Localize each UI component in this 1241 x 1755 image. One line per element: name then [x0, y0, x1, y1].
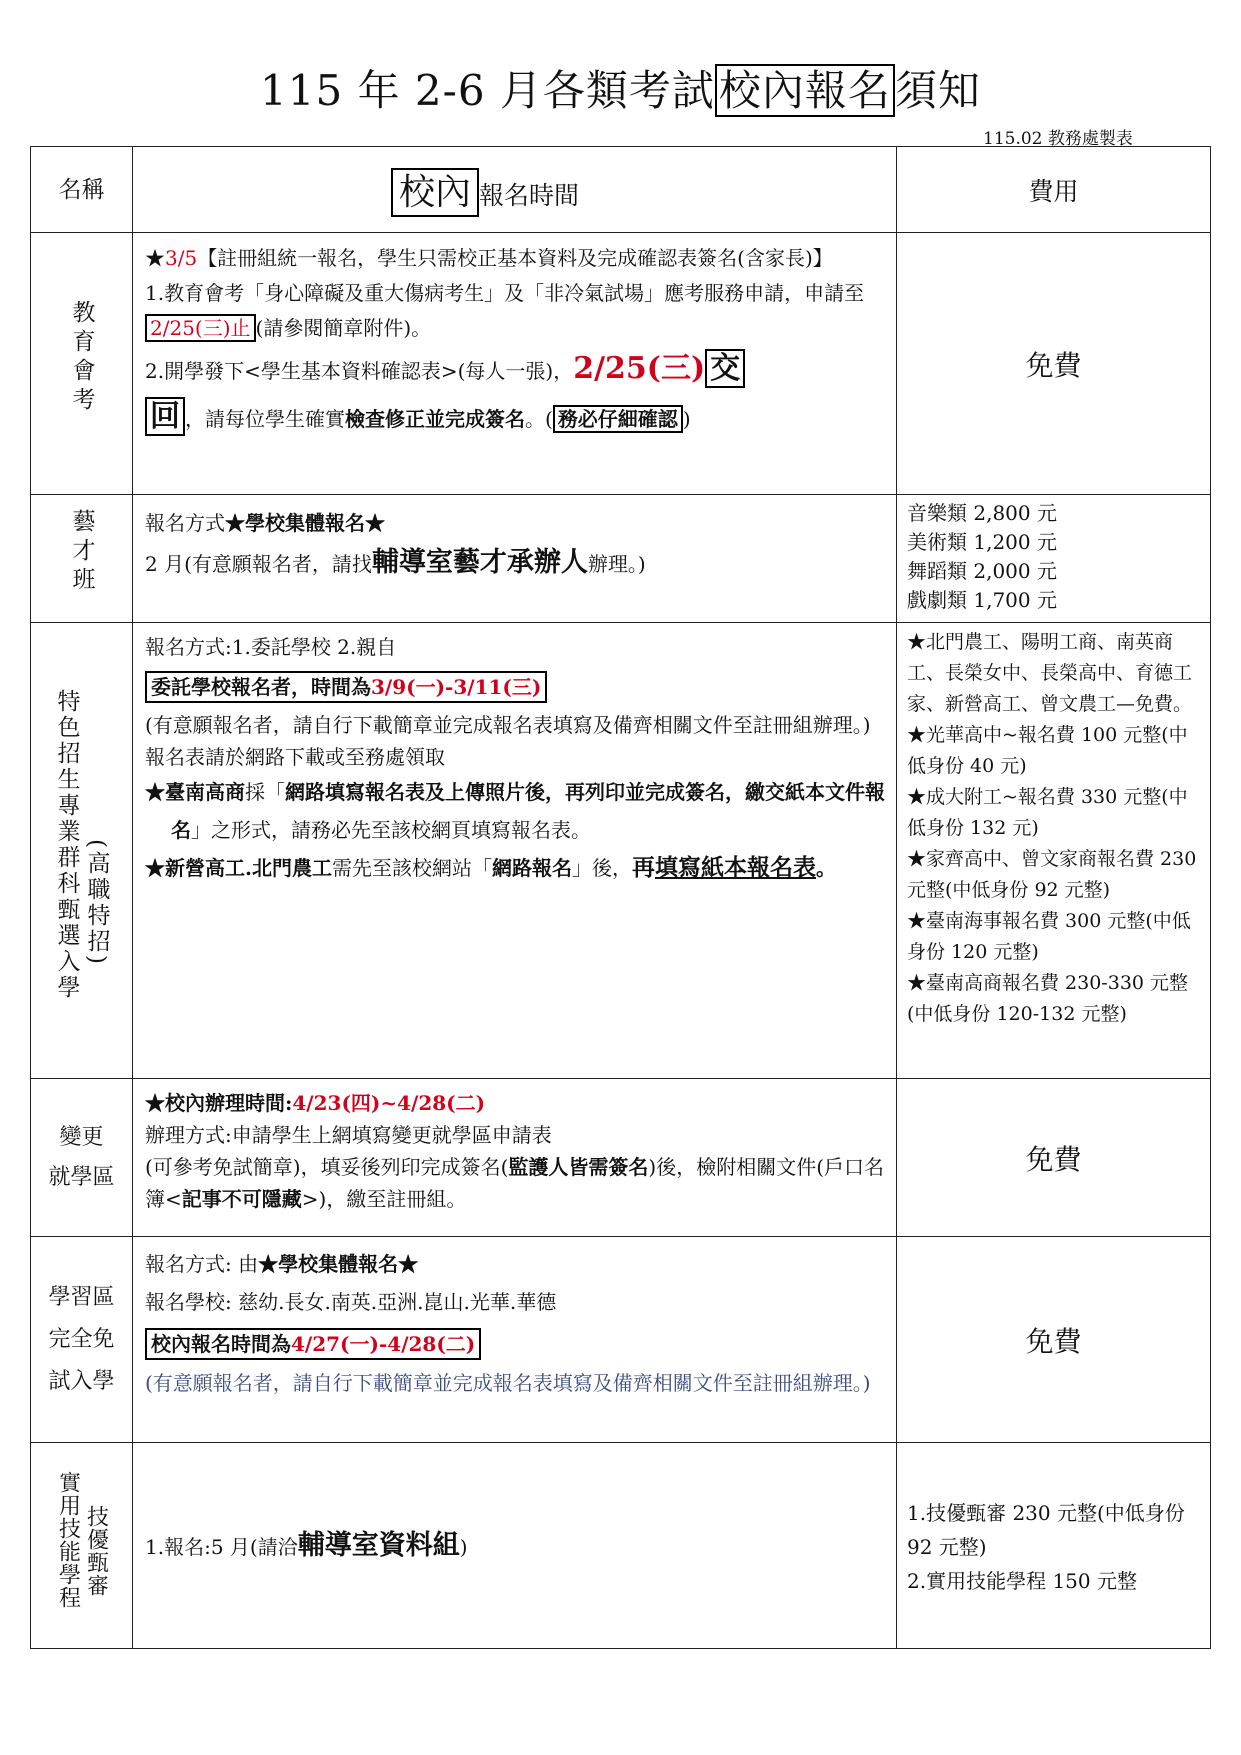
table-row	[31, 1237, 1211, 1443]
header-time-label: 報名時間	[479, 181, 580, 210]
title-prefix: 115 年 2-6 月各類考試	[260, 66, 715, 115]
page-subtitle: 115.02 教務處製表	[983, 129, 1133, 149]
fee-line: 戲劇類 1,700 元	[907, 588, 1057, 612]
fee-line: 美術類 1,200 元	[907, 530, 1057, 554]
fee-line: ★光華高中~報名費 100 元整(中低身份 40 元)	[907, 724, 1188, 777]
fee-line: ★北門農工、陽明工商、南英商工、長榮女中、長榮高中、育德工家、新營高工、曾文農工—免費。	[907, 631, 1193, 715]
row-name-special	[31, 623, 133, 1079]
row-fee-fullfree	[897, 1237, 1211, 1443]
row-fee-special	[897, 623, 1211, 1079]
school-time-badge: 校內報名時間為4/27(一)-4/28(二)	[145, 1328, 481, 1360]
return-badge-1: 交	[705, 349, 745, 388]
deadline-badge: 2/25(三)止	[145, 314, 256, 342]
table-row	[31, 495, 1211, 623]
row-name-fullfree	[31, 1237, 133, 1443]
fee-text: 免費	[1025, 1142, 1082, 1176]
row-fee-art	[897, 495, 1211, 623]
row-fee-skill	[897, 1443, 1211, 1649]
header-name: 名稱	[58, 176, 105, 203]
fee-line: ★臺南高商報名費 230-330 元整(中低身份 120-132 元整)	[907, 972, 1189, 1025]
table-row	[31, 1443, 1211, 1649]
header-fee: 費用	[1028, 176, 1079, 206]
table-row	[31, 233, 1211, 495]
row-name-text: 特色招生專業群科甄選入學	[53, 688, 80, 1001]
row-time-fullfree: 報名方式: 由★學校集體報名★ 報名學校: 慈幼.長女.南英.亞洲.崑山.光華.華德 校內報名時間為4/27(一)-4/28(二) (有意願報名者，請自行下載簡章並完成報名表填寫及備齊相關文件至註冊組辦理。)	[133, 1237, 897, 1443]
fee-line: 2.實用技能學程 150 元整	[907, 1568, 1137, 1593]
row-fee-huikao	[897, 233, 1211, 495]
header-fee-cell	[897, 147, 1211, 233]
row-time-huikao: ★3/5【註冊組統一報名，學生只需校正基本資料及完成確認表簽名(含家長)】 1.教育會考「身心障礙及重大傷病考生」及「非冷氣試場」應考服務申請，申請至2/25(三)止 (請參閱簡章附件)。 2.開學發下<學生基本資料確認表>(每人一張)，2/25(三) 交 回 ，請每位學生確實檢查修正並完成簽名。( 務必仔細確認 )	[133, 233, 897, 495]
exam-table	[30, 146, 1211, 1649]
row-time-special: 報名方式:1.委託學校 2.親自 委託學校報名者，時間為3/9(一)-3/11(三) (有意願報名者，請自行下載簡章並完成報名表填寫及備齊相關文件至註冊組辦理。) 報名表請於網路下載或至務處領取 ★臺南高商採「網路填寫報名表及上傳照片後，再列印並完成簽名，繳交紙本文件報名」之形式，請務必先至該校網頁填寫報名表。 ★新營高工.北門農工需先至該校網站「網路報名」後，再填寫紙本報名表。	[133, 623, 897, 1079]
row-time-change: ★校內辦理時間:4/23(四)~4/28(二) 辦理方式:申請學生上網填寫變更就學區申請表 (可參考免試簡章)，填妥後列印完成簽名(監護人皆需簽名)後，檢附相關文件(戶口名簿<記事不可隱藏>)，繳至註冊組。	[133, 1079, 897, 1237]
row-name-text: 教育會考	[68, 299, 95, 416]
row-name-change	[31, 1079, 133, 1237]
fee-text: 免費	[1025, 348, 1082, 382]
table-row	[31, 1079, 1211, 1237]
fee-line: 1.技優甄審 230 元整(中低身份 92 元整)	[907, 1500, 1185, 1559]
fee-text: 免費	[1025, 1324, 1082, 1358]
fee-line: ★成大附工~報名費 330 元整(中低身份 132 元)	[907, 786, 1188, 839]
row-name-side: (高職特招)	[83, 838, 110, 967]
row-name-text: 完全免	[48, 1326, 115, 1352]
fee-line: ★臺南海事報名費 300 元整(中低身份 120 元整)	[907, 910, 1191, 963]
table-header-row	[31, 147, 1211, 233]
title-boxed-text: 校內報名	[715, 64, 895, 117]
fee-line: ★家齊高中、曾文家商報名費 230 元整(中低身份 92 元整)	[907, 848, 1197, 901]
fee-line: 舞蹈類 2,000 元	[907, 559, 1057, 583]
page-title	[0, 58, 1241, 118]
row-name-text: 變更	[59, 1124, 104, 1150]
row-time-skill: 1.報名:5 月(請洽輔導室資料組)	[133, 1443, 897, 1649]
row-name-text: 就學區	[48, 1164, 115, 1190]
title-suffix: 須知	[894, 66, 981, 115]
row-name-text: 試入學	[48, 1368, 115, 1394]
return-badge-2: 回	[145, 397, 185, 436]
row-name-art	[31, 495, 133, 623]
fee-line: 音樂類 2,800 元	[907, 501, 1057, 525]
row-name-skill	[31, 1443, 133, 1649]
row-name-huikao	[31, 233, 133, 495]
header-time-boxed: 校內	[391, 168, 479, 217]
row-name-text: 藝才班	[68, 509, 95, 596]
row-time-art: 報名方式★學校集體報名★ 2 月(有意願報名者，請找輔導室藝才承辦人辦理。)	[133, 495, 897, 623]
deadline-date: 2/25(三)	[573, 351, 706, 386]
table-row	[31, 623, 1211, 1079]
header-name-cell	[31, 147, 133, 233]
row-name-side: 技優甄審	[83, 1504, 109, 1597]
row-fee-change	[897, 1079, 1211, 1237]
confirm-badge: 務必仔細確認	[553, 405, 683, 433]
row-name-text: 實用技能學程	[55, 1470, 81, 1609]
entrust-badge: 委託學校報名者，時間為3/9(一)-3/11(三)	[145, 671, 547, 703]
date-text: 3/5	[165, 246, 198, 270]
header-time-cell	[133, 147, 897, 233]
row-name-text: 學習區	[48, 1284, 115, 1310]
